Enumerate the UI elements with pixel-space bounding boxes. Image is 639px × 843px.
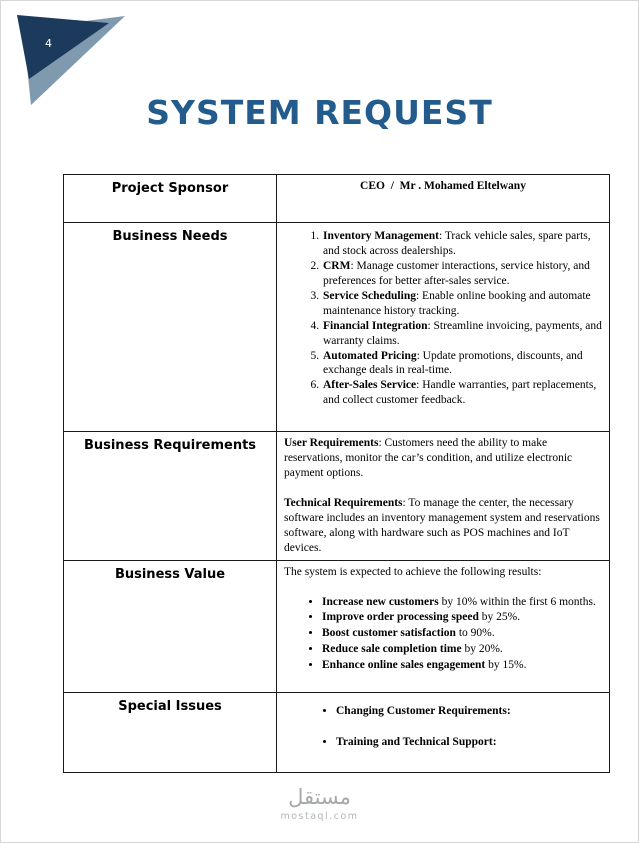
paragraph-term: User Requirements: [284, 437, 379, 449]
business-value-list: [284, 595, 602, 674]
list-item: [336, 735, 602, 750]
project-sponsor-value: CEO / Mr . Mohamed Eltelwany: [277, 175, 610, 223]
list-item-term: Financial Integration: [323, 319, 428, 332]
row-business-requirements: [64, 432, 610, 561]
list-item-desc: by 25%.: [478, 611, 521, 624]
row-project-sponsor: [64, 175, 610, 223]
list-item: [322, 349, 602, 379]
list-item: [322, 378, 602, 408]
list-item-term: Improve order processing speed: [322, 611, 479, 624]
corner-decoration: [17, 15, 127, 107]
list-item-term: Enhance online sales engagement: [322, 659, 486, 672]
list-item: [322, 626, 602, 641]
list-item-term: Boost customer satisfaction: [322, 627, 456, 640]
list-item-desc: : Track vehicle sales, spare parts, and stock across dealerships.: [323, 230, 591, 257]
row-business-value: [64, 560, 610, 692]
list-item-term: After-Sales Service: [323, 379, 417, 392]
list-item-term: Inventory Management: [323, 230, 439, 242]
list-item-desc: : Update promotions, discounts, and exchange deals in real-time.: [323, 349, 583, 377]
corner-triangle-icon: [17, 15, 127, 107]
special-issues-label: Special Issues: [64, 692, 277, 772]
list-item-desc: by 20%.: [461, 643, 503, 656]
business-needs-label: Business Needs: [64, 223, 277, 432]
business-value-content: [277, 560, 610, 692]
watermark: [1, 785, 638, 822]
business-needs-content: [277, 223, 610, 432]
paragraph-desc: : Customers need the ability to make reservations, monitor the car’s condition, and utilize electronic payment options.: [284, 437, 573, 479]
business-requirements-label: Business Requirements: [64, 432, 277, 561]
system-request-table: [63, 174, 610, 773]
business-value-label: Business Value: [64, 560, 277, 692]
list-item-term: Reduce sale completion time: [322, 643, 462, 656]
row-business-needs: [64, 223, 610, 432]
list-item: [322, 610, 602, 625]
watermark-logo: مستقل: [288, 785, 351, 809]
list-item-desc: :: [506, 704, 511, 717]
list-item-desc: to 90%.: [455, 627, 495, 640]
page-number: 4: [45, 37, 52, 50]
business-requirements-content: [277, 432, 610, 561]
list-item-term: Service Scheduling: [323, 289, 416, 302]
list-item: [322, 642, 602, 657]
list-item-desc: : Manage customer interactions, service history, and preferences for better after-sales service.: [323, 259, 590, 287]
list-item: [336, 704, 602, 719]
list-item: [322, 658, 602, 673]
business-value-intro: The system is expected to achieve the following results:: [284, 565, 542, 578]
list-item-term: Increase new customers: [322, 595, 439, 608]
business-needs-list: [284, 229, 602, 408]
list-item-desc: by 10% within the first 6 months.: [438, 595, 596, 608]
list-item: [322, 259, 602, 289]
list-item-desc: : Handle warranties, part replacements, and collect customer feedback.: [323, 379, 597, 407]
list-item-desc: by 15%.: [485, 659, 527, 672]
list-item-desc: :: [492, 735, 497, 748]
paragraph-desc: : To manage the center, the necessary software includes an inventory management system and reservations software, along with hardware such as POS machines and IoT devices.: [284, 496, 600, 554]
paragraph-term: Technical Requirements: [284, 496, 403, 509]
watermark-domain: mostaql.com: [280, 811, 359, 822]
list-item: [322, 319, 602, 349]
project-sponsor-label: Project Sponsor: [64, 175, 277, 223]
user-requirements-paragraph: [284, 436, 602, 481]
list-item: [322, 595, 602, 610]
special-issues-content: [277, 692, 610, 772]
list-item: [322, 289, 602, 319]
list-item: [322, 229, 602, 259]
special-issues-list: [284, 704, 602, 750]
document-title: SYSTEM REQUEST: [146, 93, 493, 132]
technical-requirements-paragraph: [284, 496, 602, 556]
list-item-term: CRM: [323, 259, 351, 272]
list-item-desc: : Streamline invoicing, payments, and warranty claims.: [323, 319, 602, 347]
list-item-desc: : Enable online booking and automate maintenance history tracking.: [323, 289, 591, 317]
list-item-term: Changing Customer Requirements: [336, 704, 507, 717]
list-item-term: Automated Pricing: [323, 349, 417, 362]
row-special-issues: [64, 692, 610, 772]
list-item-term: Training and Technical Support: [336, 735, 493, 748]
